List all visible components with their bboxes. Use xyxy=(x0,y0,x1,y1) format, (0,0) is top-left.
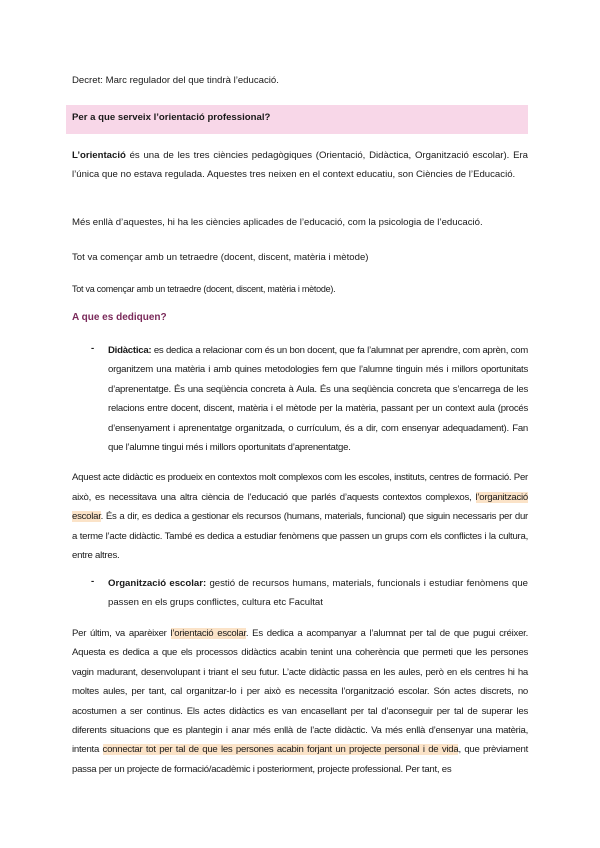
acte-highlight: l’organització escolar xyxy=(72,491,528,523)
bullet-dash-didactica: - xyxy=(91,343,95,354)
intro-text: és una de les tres ciències pedagògiques (Orientació, Didàctica, Organització escolar). Era l’única que no estava regulada. Aquestes tres neixen en el context educatiu, son Ciències de l’Educació. xyxy=(72,150,528,180)
final-paragraph xyxy=(72,624,528,779)
section-heading: Per a que serveix l’orientació professional? xyxy=(72,112,271,123)
final-before: Per últim, va aparèixer xyxy=(72,628,171,639)
didactica-term: Didàctica: xyxy=(108,345,152,356)
acte-before: Aquest acte didàctic es produeix en contextos molt complexos com les escoles, instituts, centres de formació. Per això, es necessitava una altra ciència de l’educació que parlés d’aquests contextos complexos, xyxy=(72,472,528,503)
tetrahedron-paragraph-1: Tot va començar amb un tetraedre (docent, discent, matèria i mètode) xyxy=(72,252,369,263)
organitzacio-text: gestió de recursos humans, materials, funcionals i estudiar fenòmens que passen en els grups conflictes, cultura etc Facultat xyxy=(108,578,528,609)
final-highlight-2: connectar tot per tal de que les persones acabin forjant un projecte personal i de vida xyxy=(102,744,459,756)
section-heading-box xyxy=(66,105,528,134)
final-middle: . Es dedica a acompanyar a l’alumnat per tal de que pugui créixer. Aquesta es dedica a que els processos didàctics acabin tenint una coherència que permeti que les persones vagin madurant, desenvolupant i triant el seu futur. L’acte didàctic passa en les aules, però en els centres hi ha moltes aules, per tant, cal organitzar-lo i per això es necessita l’organització escolar. Són actes discrets, no acostumen a ser continus. Els actes didàctics es van encasellant per tal d’aconseguir per tal de superar les diferents situacions que es plantegin i anar més enllà de l’acte didàctic. Va més enllà d’ensenyar una matèria, intenta xyxy=(72,628,528,756)
acte-after: . És a dir, es dedica a gestionar els recursos (humans, materials, funcional) que siguin necessaris per dur a terme l’acte didàctic. També es dedica a estudiar fenòmens que passen un grups com els conflictes i la cultura, entre altres. xyxy=(72,511,528,562)
applied-sciences-paragraph: Més enllà d’aquestes, hi ha les ciències aplicades de l’educació, com la psicologia de l’educació. xyxy=(72,217,483,228)
decree-line: Decret: Marc regulador del que tindrà l’educació. xyxy=(72,75,279,86)
didactica-bullet xyxy=(108,341,528,457)
organitzacio-term: Organització escolar: xyxy=(108,578,207,589)
tetrahedron-paragraph-2: Tot va començar amb un tetraedre (docent, discent, matèria i mètode). xyxy=(72,284,336,294)
organitzacio-bullet xyxy=(108,574,528,613)
final-after: , que prèviament passa per un projecte de formació/acadèmic i posteriorment, projecte professional. Per tant, es xyxy=(72,744,528,775)
intro-paragraph xyxy=(72,146,528,184)
final-highlight-1: l’orientació escolar xyxy=(170,628,246,639)
bullet-dash-organitzacio: - xyxy=(91,576,95,587)
acte-didactic-paragraph xyxy=(72,468,528,566)
didactica-text: es dedica a relacionar com és un bon docent, que fa l’alumnat per aprendre, com aprèn, com organitzem una matèria i amb quines metodologies fem que l’alumne tinguin més i millors oportunitats d’aprenentatge. És una seqüència concreta à Aula. És una seqüència concreta que s’encarrega de les relacions entre docent, discent, matèria i el mètode per la matèria, passant per un context aula (procés d’ensenyament i aprenentatge organitzada, o currículum, és a dir, com ensenyar adequadament). Fan que l’alumne tingui més i millors oportunitats d’aprenentatge. xyxy=(108,345,528,454)
intro-term: L’orientació xyxy=(72,150,126,161)
subheading: A que es dediquen? xyxy=(72,312,167,323)
